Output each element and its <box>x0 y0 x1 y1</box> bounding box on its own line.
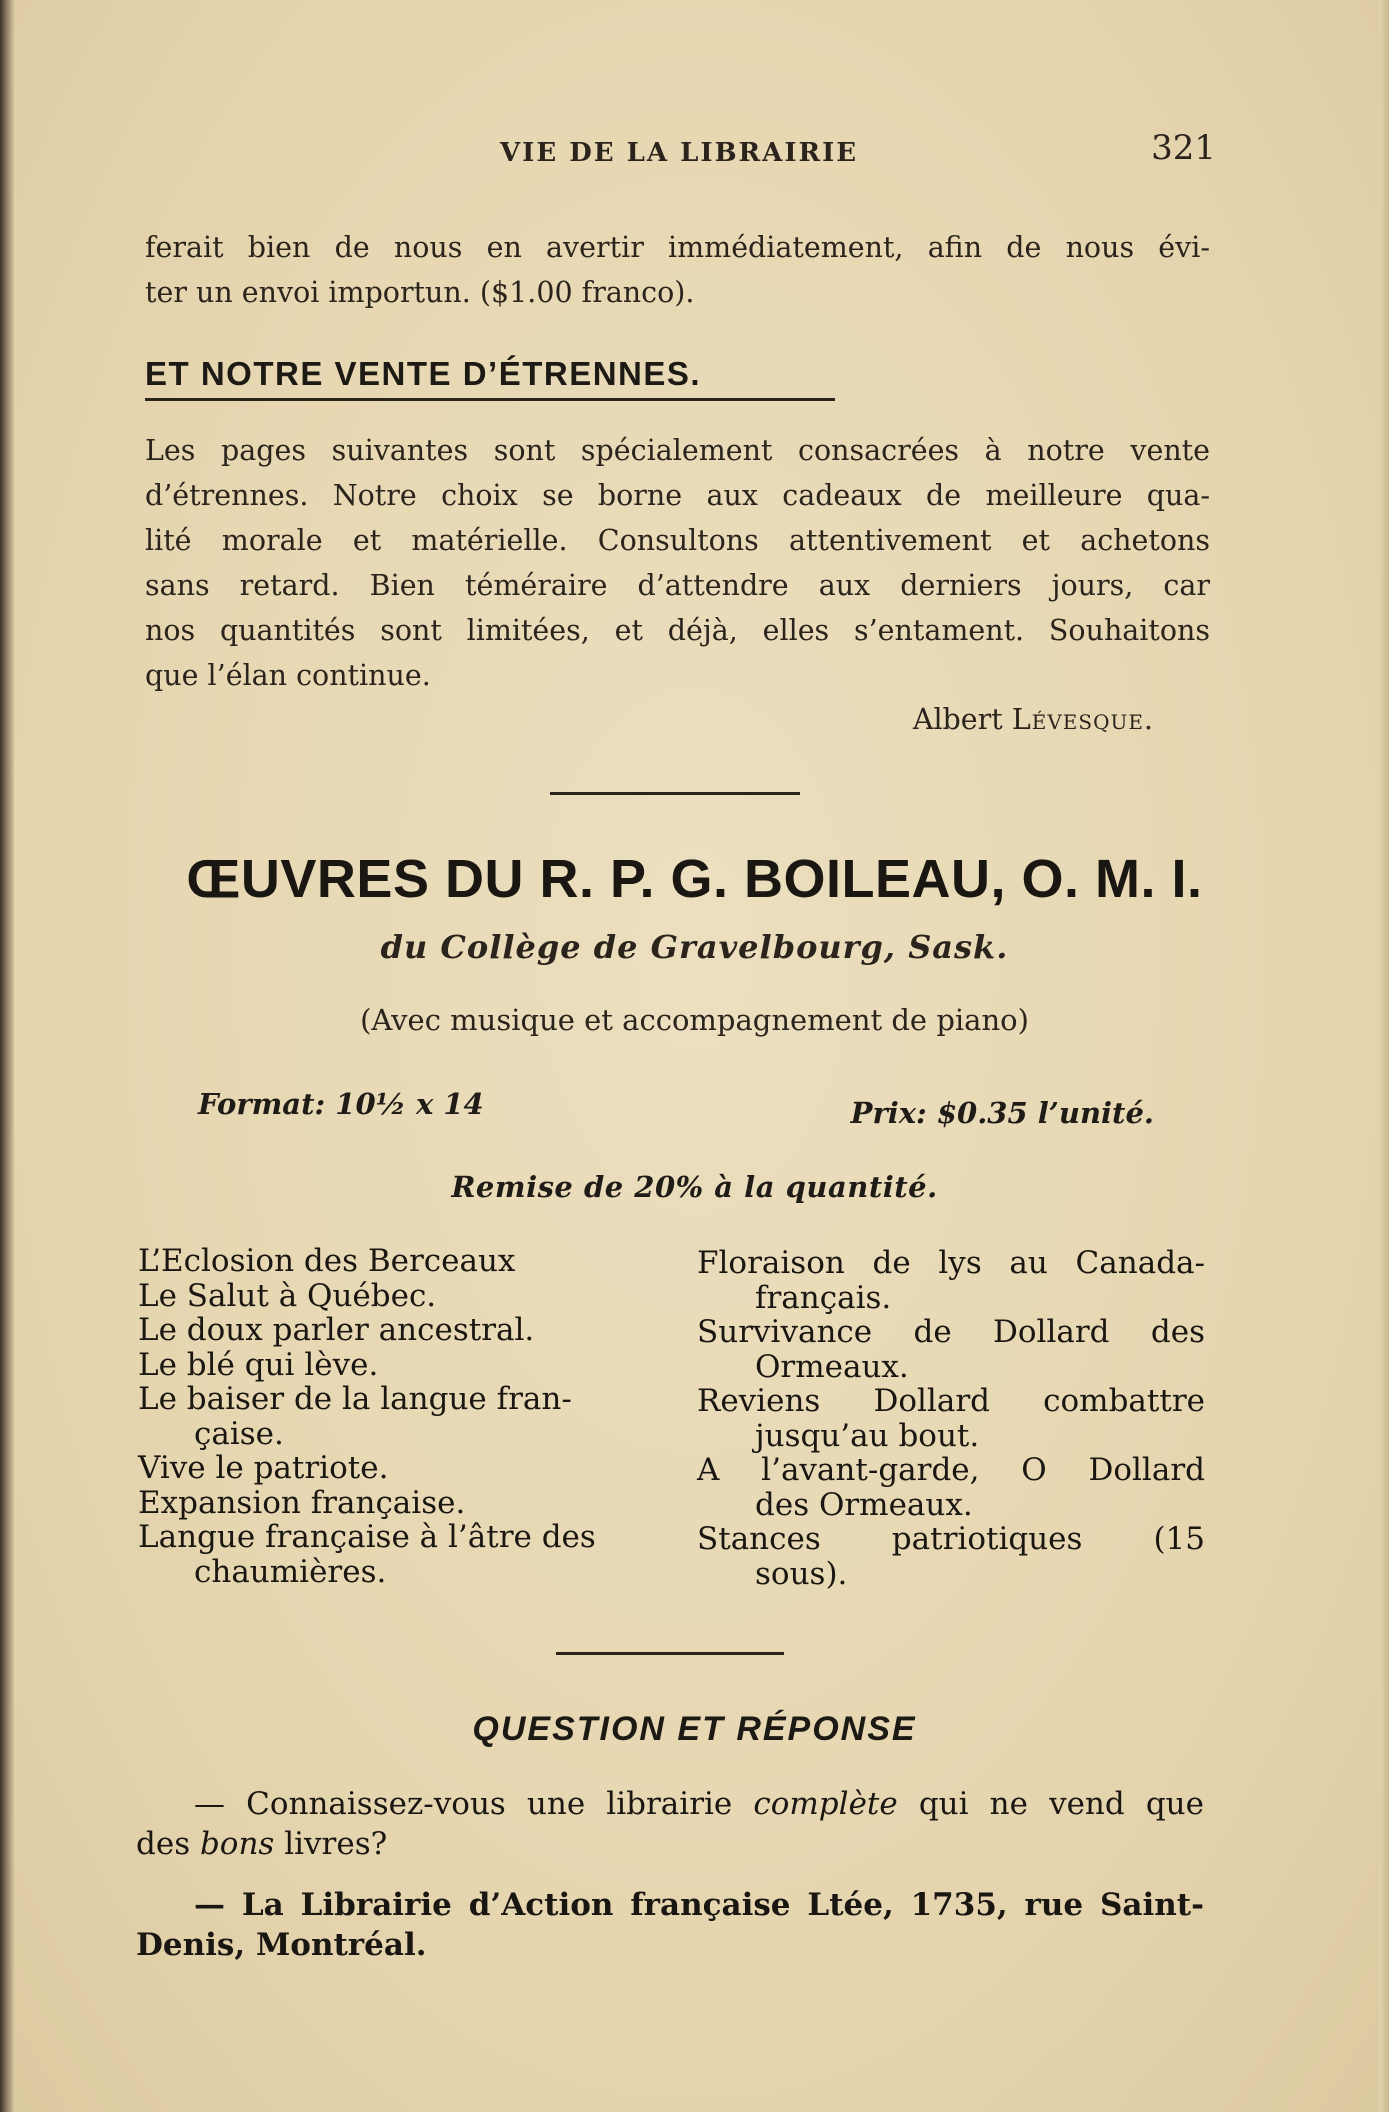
song-title: Le blé qui lève. <box>138 1346 379 1383</box>
qa-answer: — La Librairie d’Action française Ltée, 1735, rue Saint- Denis, Montréal. <box>136 1887 1204 1963</box>
vente-heading: ET NOTRE VENTE D’ÉTRENNES. <box>145 355 702 392</box>
paragraph-line: ter un envoi importun. ($1.00 franco). <box>145 276 695 309</box>
discount-label: Remise de 20% à la quantité. <box>451 1170 938 1204</box>
section-divider <box>556 1652 784 1655</box>
works-note: (Avec musique et accompagnement de piano) <box>360 1003 1029 1037</box>
song-title: Le doux parler ancestral. <box>138 1312 535 1348</box>
song-title: Reviens Dollard combattre jusqu’au bout. <box>697 1383 1205 1454</box>
running-head: VIE DE LA LIBRAIRIE <box>500 138 859 168</box>
works-title: ŒUVRES DU R. P. G. BOILEAU, O. M. I. <box>186 849 1203 909</box>
song-title: Vive le patriote. <box>138 1450 389 1486</box>
song-title: Le baiser de la langue fran- çaise. <box>138 1381 572 1452</box>
paragraph-line: que l’élan continue. <box>145 659 431 692</box>
page-binding-edge <box>0 0 14 2112</box>
paragraph-line: nos quantités sont limitées, et déjà, elles s’entament. Souhaitons <box>145 614 1210 647</box>
song-title: Le Salut à Québec. <box>138 1277 437 1314</box>
song-title: Floraison de lys au Canada- français. <box>697 1245 1205 1316</box>
paragraph-line: sans retard. Bien téméraire d’attendre aux derniers jours, car <box>145 569 1210 602</box>
qa-heading: QUESTION ET RÉPONSE <box>472 1710 917 1748</box>
song-list-right <box>697 1246 1205 1591</box>
page-outer-edge <box>1379 0 1389 2112</box>
song-list-left <box>138 1244 658 1589</box>
song-title: A l’avant-garde, O Dollard des Ormeaux. <box>697 1452 1205 1523</box>
signature-last-name: Lévesque. <box>1011 703 1154 736</box>
song-title: L’Eclosion des Berceaux <box>138 1243 516 1279</box>
song-title: Stances patriotiques (15 sous). <box>697 1521 1205 1592</box>
paragraph-line: d’étrennes. Notre choix se borne aux cadeaux de meilleure qua- <box>145 479 1210 512</box>
paragraph-line: Les pages suivantes sont spécialement consacrées à notre vente <box>145 434 1210 467</box>
signature-first-name: Albert <box>912 703 1003 736</box>
paragraph-line: lité morale et matérielle. Consultons attentivement et achetons <box>145 524 1210 557</box>
song-title: Expansion française. <box>138 1484 466 1521</box>
paragraph-line: ferait bien de nous en avertir immédiatement, afin de nous évi- <box>145 231 1210 264</box>
song-title: Survivance de Dollard des Ormeaux. <box>697 1314 1205 1385</box>
works-subtitle: du Collège de Gravelbourg, Sask. <box>380 928 1009 966</box>
vente-heading-underline <box>145 398 835 401</box>
price-label: Prix: $0.35 l’unité. <box>850 1096 1154 1130</box>
signature <box>913 703 1154 736</box>
song-title: Langue française à l’âtre des chaumières. <box>138 1519 596 1590</box>
top-paragraph <box>145 225 1210 315</box>
emphasis: complète <box>753 1786 898 1822</box>
format-label: Format: 10½ x 14 <box>198 1087 484 1121</box>
section-divider <box>550 792 800 795</box>
qa-question: — Connaissez-vous une librairie complète qui ne vend que des bons livres? <box>136 1786 1204 1862</box>
page-number: 321 <box>1151 128 1216 168</box>
vente-paragraph <box>145 428 1210 698</box>
emphasis: bons <box>199 1826 275 1862</box>
